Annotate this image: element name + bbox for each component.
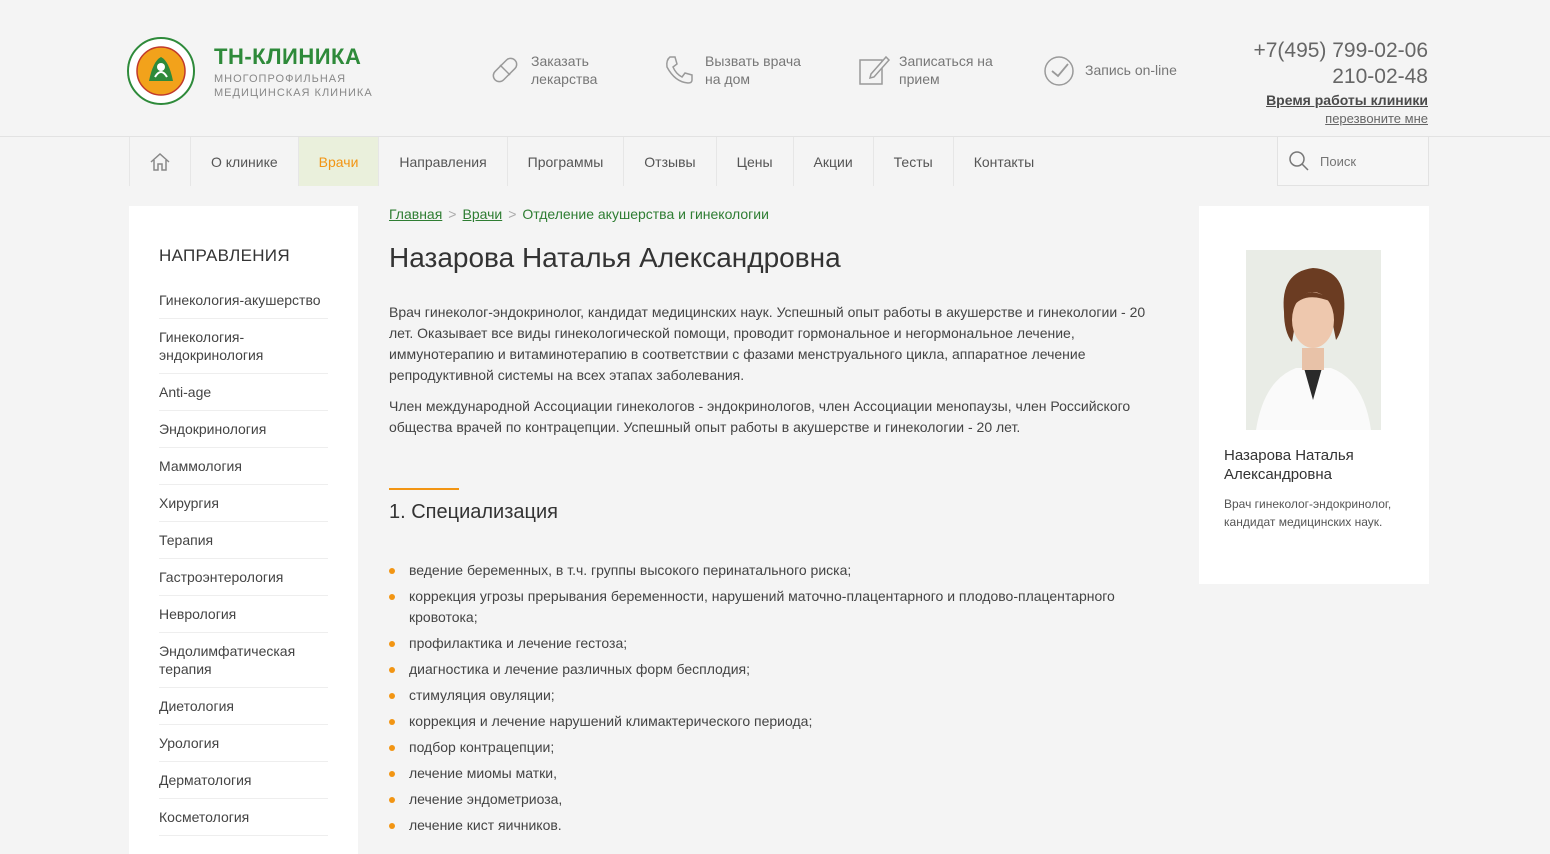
online-booking-label: Запись on-line xyxy=(1085,62,1177,78)
list-item: профилактика и лечение гестоза; xyxy=(389,633,1169,654)
sidebar-item[interactable]: Урология xyxy=(159,725,328,762)
sidebar-item[interactable]: Гинекология-акушерство xyxy=(159,282,328,319)
sidebar-item[interactable]: Anti-age xyxy=(159,374,328,411)
doctor-home-visit-label: Вызвать врача на дом xyxy=(705,53,801,87)
directions-sidebar xyxy=(129,206,358,854)
nav-reviews[interactable]: Отзывы xyxy=(624,137,716,186)
list-item: стимуляция овуляции; xyxy=(389,685,1169,706)
doctor-bio: Врач гинеколог-эндокринолог, кандидат медицинских наук. Успешный опыт работы в акушерстве и гинекологии - 20 лет. Оказывает все виды гинекологической помощи, проводит гормональное и негормональное лечение, иммунотерапию и витаминотерапию в соответствии с фазами менструального цикла, аппаратное лечение репродуктивной системы на всех этапах заболевания. xyxy=(389,304,1146,383)
search-input[interactable] xyxy=(1320,154,1420,169)
card-doctor-name: Назарова Наталья Александровна xyxy=(1224,447,1354,483)
list-item: коррекция угрозы прерывания беременности, нарушений маточно-плацентарного и плодово-плацентарного кровотока; xyxy=(389,586,1169,628)
sidebar-item[interactable]: Терапия xyxy=(159,522,328,559)
list-item: коррекция и лечение нарушений климактерического периода; xyxy=(389,711,1169,732)
doctor-memberships: Член международной Ассоциации гинекологов - эндокринологов, член Ассоциации менопаузы, член Российского общества врачей по контрацепции. Успешный опыт работы в акушерстве и гинекологии - 20 лет. xyxy=(389,398,1131,435)
section-divider xyxy=(389,488,459,490)
page-title: Назарова Наталья Александровна xyxy=(389,242,841,273)
breadcrumb xyxy=(389,206,1169,222)
home-icon xyxy=(149,152,171,172)
breadcrumb-doctors[interactable]: Врачи xyxy=(462,206,503,222)
phone-icon xyxy=(661,52,697,88)
list-item: лечение миомы матки, xyxy=(389,763,1169,784)
nav-doctors[interactable]: Врачи xyxy=(299,137,380,186)
sidebar-item[interactable]: Эндокринология xyxy=(159,411,328,448)
sidebar-item[interactable]: Диетология xyxy=(159,688,328,725)
clock-icon xyxy=(1041,52,1077,88)
logo-subtitle: МНОГОПРОФИЛЬНАЯ МЕДИЦИНСКАЯ КЛИНИКА xyxy=(214,73,373,99)
pill-icon xyxy=(487,52,523,88)
edit-note-icon xyxy=(855,52,891,88)
list-item: диагностика и лечение различных форм бесплодия; xyxy=(389,659,1169,680)
sidebar-item[interactable]: Дерматология xyxy=(159,762,328,799)
callback-link[interactable]: перезвоните мне xyxy=(1325,111,1428,126)
nav-programs[interactable]: Программы xyxy=(508,137,625,186)
nav-directions[interactable]: Направления xyxy=(379,137,507,186)
sidebar-item[interactable]: Косметология xyxy=(159,799,328,836)
online-booking-button[interactable] xyxy=(1041,52,1195,88)
phone-secondary[interactable]: 210-02-48 xyxy=(1332,65,1428,88)
breadcrumb-home[interactable]: Главная xyxy=(389,206,443,222)
card-doctor-role: Врач гинеколог-эндокринолог, кандидат медицинских наук. xyxy=(1224,497,1392,529)
list-item: подбор контрацепции; xyxy=(389,737,1169,758)
main-nav xyxy=(129,137,1054,186)
nav-home[interactable] xyxy=(129,137,191,186)
breadcrumb-separator: > xyxy=(508,206,517,222)
logo-name[interactable]: ТН-КЛИНИКА xyxy=(214,44,362,69)
clinic-logo[interactable] xyxy=(127,37,195,105)
search-icon[interactable] xyxy=(1288,150,1310,172)
list-item: ведение беременных, в т.ч. группы высокого перинатального риска; xyxy=(389,560,1169,581)
breadcrumb-separator: > xyxy=(448,206,457,222)
list-item: лечение кист яичников. xyxy=(389,815,1169,836)
sidebar-item[interactable]: Маммология xyxy=(159,448,328,485)
working-hours-link[interactable]: Время работы клиники xyxy=(1266,92,1428,108)
sidebar-item[interactable]: Эндолимфатическая терапия xyxy=(159,633,328,688)
doctor-photo xyxy=(1246,250,1381,430)
site-header xyxy=(0,0,1550,137)
nav-about[interactable]: О клинике xyxy=(191,137,299,186)
nav-promotions[interactable]: Акции xyxy=(794,137,874,186)
order-medicine-button[interactable] xyxy=(487,52,641,88)
doctor-card xyxy=(1199,206,1429,584)
nav-tests[interactable]: Тесты xyxy=(874,137,954,186)
sidebar-item[interactable]: Гастроэнтерология xyxy=(159,559,328,596)
book-appointment-button[interactable] xyxy=(855,52,1009,88)
sidebar-item[interactable]: Гинекология-эндокринология xyxy=(159,319,328,374)
sidebar-item[interactable]: Неврология xyxy=(159,596,328,633)
nav-contacts[interactable]: Контакты xyxy=(973,153,1035,170)
specialization-list xyxy=(389,560,1169,836)
nav-prices[interactable]: Цены xyxy=(717,137,794,186)
order-medicine-label: Заказать лекарства xyxy=(531,53,598,87)
sidebar-title: НАПРАВЛЕНИЯ xyxy=(159,246,290,265)
doctor-content xyxy=(389,206,1169,841)
search-box xyxy=(1277,137,1429,186)
phone-primary[interactable]: +7(495) 799-02-06 xyxy=(1253,39,1428,62)
book-appointment-label: Записаться на прием xyxy=(899,53,993,87)
breadcrumb-current: Отделение акушерства и гинекологии xyxy=(522,206,769,222)
doctor-home-visit-button[interactable] xyxy=(661,52,815,88)
sidebar-item[interactable]: Хирургия xyxy=(159,485,328,522)
section-title: 1. Специализация xyxy=(389,501,558,523)
list-item: лечение эндометриоза, xyxy=(389,789,1169,810)
